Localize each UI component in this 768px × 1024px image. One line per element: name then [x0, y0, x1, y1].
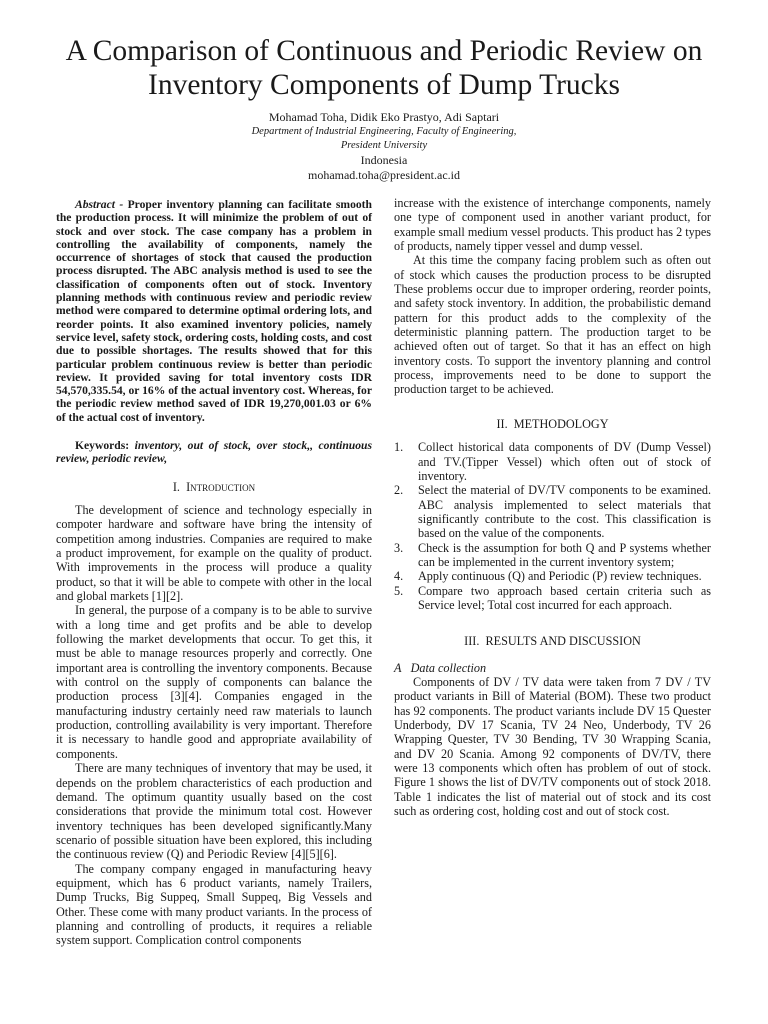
- list-number: 4.: [394, 569, 404, 584]
- results-paragraph: Components of DV / TV data were taken from 7 DV / TV product variants in Bill of Material (BOM). These two product has 92 components. The product variants include DV 15 Quester Underbody, DV 17 Scania, TV 24 Neo, Underbody, TV 26 Wrapping Quester, TV 30 Bending, TV 30 Wrapping Scania, and DV 20 Scania. Among 92 components of DV/TV, there were 13 components which often has problem of out of stock. Figure 1 shows the list of DV/TV components out of stock 2018. Table 1 indicates the list of material out of stock and its cost such as ordering cost, holding cost and out of stock cost.: [394, 674, 711, 819]
- intro-paragraph: The company company engaged in manufacturing heavy equipment, which has 6 product variants, namely Trailers, Dump Trucks, Big Suppeq, Small Suppeq, Big Vessels and Other. These come with many product variants. In the process of planning and controlling of products, it requires a reliable system support. Complication control components: [56, 861, 372, 948]
- section-heading-results: [394, 634, 711, 648]
- abstract-text: Proper inventory planning can facilitate smooth the production process. It will minimize the problem of out of stock and over stock. The case company has a problem in controlling the availability of components, namely the occurrence of shortages of stock that caused the production process disrupted. The ABC analysis method is used to see the classification of components often out of stock. Inventory planning methods with continuous review and periodic review method were compared to determine optimal ordering lots, and reorder points. It also examined inventory policies, namely service level, safety stock, ordering costs, holding costs, and cost due to possible shortages. The results showed that for this particular problem continuous review is better than periodic review. It provided saving for total inventory costs IDR 54,570,335.54, or 16% of the actual inventory cost. Whereas, for the periodic review method saved of IDR 19,270,001.03 or 6% of the actual cost of inventory.: [56, 198, 372, 424]
- keywords: [56, 439, 372, 466]
- list-number: 5.: [394, 583, 404, 598]
- list-item: [394, 569, 711, 583]
- section-heading-methodology: [394, 417, 711, 431]
- author-names: Mohamad Toha, Didik Eko Prastyo, Adi Saptari: [268, 110, 500, 124]
- list-number: 1.: [394, 440, 404, 455]
- author-block: [0, 110, 768, 183]
- list-text: Check is the assumption for both Q and P systems whether can be implemented in the current inventory system;: [418, 540, 711, 569]
- right-column: [394, 196, 711, 818]
- section-numeral: I.: [172, 479, 180, 494]
- body-paragraph: At this time the company facing problem such as often out of stock which causes the production process to be disrupted These problems occur due to improper ordering, reorder points, and safety stock inventory. In addition, the probabilistic demand pattern for this product adds to the complexity of the deterministic planning pattern. The production target to be achieved often out of target. So that it has an effect on high inventory costs. To support the inventory planning and control process, improvements need to be done to support the production target to be achieved.: [394, 253, 711, 397]
- body-paragraph: increase with the existence of interchange components, namely one type of component used in another variant product, for example small medium vessel products. This product has 2 types of products, namely tipper vessel and dump vessel.: [394, 196, 711, 254]
- author-email: mohamad.toha@president.ac.id: [307, 168, 460, 182]
- intro-paragraph: There are many techniques of inventory that may be used, it depends on the problem characteristics of each production and demand. The optimum quantity usually based on the cost considerations that provide the minimum total cost. However inventory techniques has been developed significantly.Many scenario of possible situation have been explored, this including the continuous review (Q) and Periodic Review [4][5][6].: [56, 761, 372, 862]
- intro-paragraph: The development of science and technology especially in compoter hardware and software have bring the intensity of competition among industries. Companies are required to make a product improvement, for example on the quality of product. With improvements in the process will produce a quality product, so that it will be able to compete with other in the local and global markets [1][2].: [56, 502, 372, 604]
- section-title: METHODOLOGY: [513, 416, 609, 431]
- list-text: Select the material of DV/TV components to be examined. ABC analysis implemented to select materials that significantly contribute to the cost. This classification is based on the value of the components.: [418, 483, 711, 541]
- list-item: [394, 584, 711, 613]
- subsection-title: Data collection: [410, 660, 487, 675]
- affiliation-university: President University: [340, 140, 428, 151]
- affiliation-department: Department of Industrial Engineering, Faculty of Engineering,: [251, 126, 517, 137]
- intro-paragraph: In general, the purpose of a company is to be able to survive with a long time and get profits and be able to develop following the market developments that occur. To get this, it must be able to manage resources properly and correctly. One important area is controlling the inventory components. Because with control on the supply of components can balance the production process [3][4]. Companies engaged in the manufacturing industry certainly need raw materials to launch production, controlling availability is very important. Therefore it is necessary to handle good and appropriate availability of components.: [56, 603, 372, 761]
- list-number: 2.: [394, 483, 404, 498]
- subsection-heading: [394, 661, 711, 675]
- list-item: [394, 440, 711, 483]
- section-title: RESULTS AND DISCUSSION: [485, 634, 641, 649]
- keywords-label: Keywords:: [75, 439, 130, 453]
- abstract: [56, 198, 372, 424]
- list-text: Apply continuous (Q) and Periodic (P) review techniques.: [418, 569, 702, 584]
- methodology-list: [394, 440, 711, 612]
- list-item: [394, 541, 711, 570]
- list-text: Compare two approach based certain criteria such as Service level; Total cost incurred for each approach.: [418, 583, 711, 612]
- list-text: Collect historical data components of DV (Dump Vessel) and TV.(Tipper Vessel) which often out of stock of inventory.: [418, 440, 711, 483]
- section-heading-introduction: [56, 480, 372, 494]
- affiliation-country: Indonesia: [360, 153, 408, 167]
- abstract-label: Abstract -: [75, 198, 124, 211]
- list-item: [394, 483, 711, 540]
- paper-title: A Comparison of Continuous and Periodic Review on Inventory Components of Dump Trucks: [65, 35, 703, 101]
- section-title: Introduction: [186, 479, 256, 494]
- list-number: 3.: [394, 540, 404, 555]
- section-numeral: III.: [464, 634, 480, 649]
- keywords-text: inventory, out of stock, over stock,, continuous review, periodic review,: [56, 439, 372, 466]
- section-numeral: II.: [496, 416, 508, 431]
- subsection-label: A: [394, 660, 402, 675]
- left-column: [56, 198, 372, 948]
